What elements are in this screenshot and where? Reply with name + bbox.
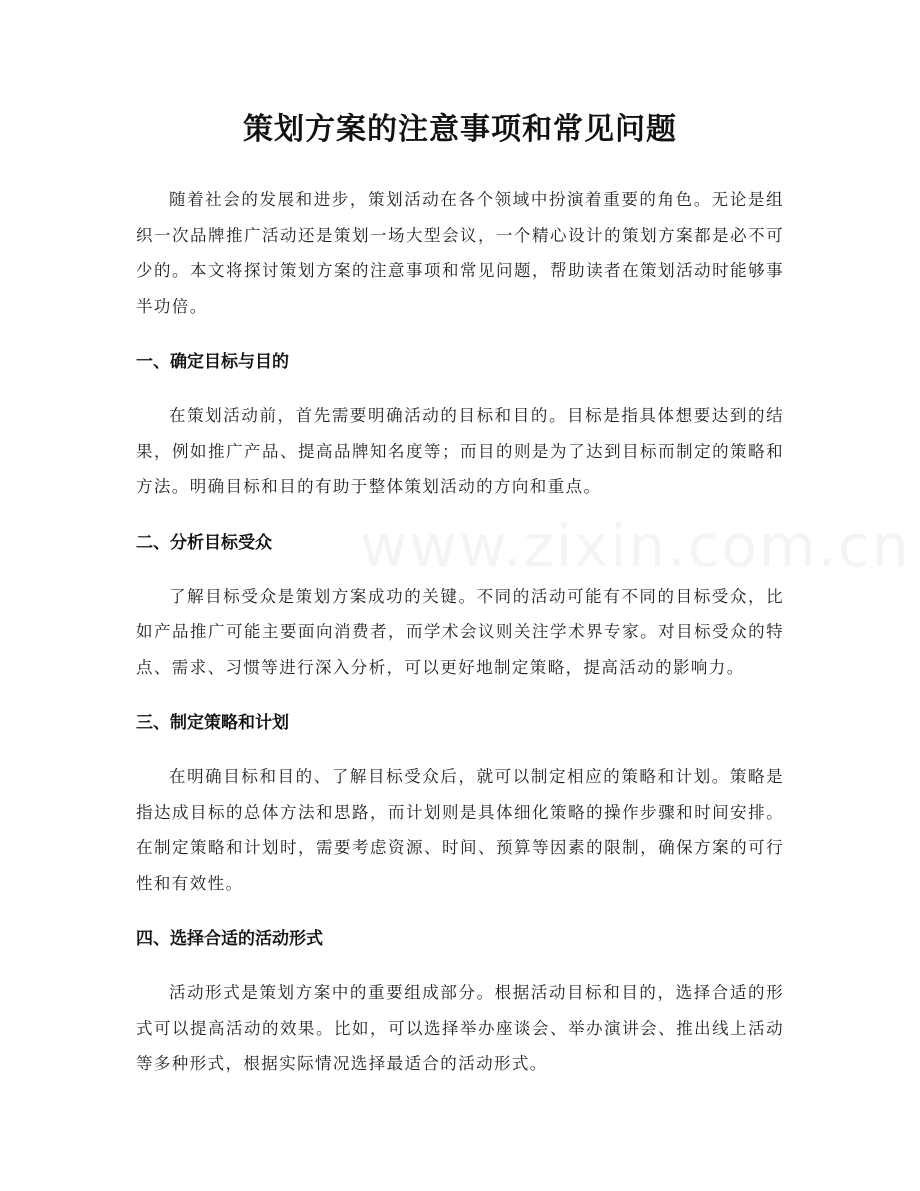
section-heading-3: 三、制定策略和计划	[136, 713, 289, 733]
section-body-1: 在策划活动前，首先需要明确活动的目标和目的。目标是指具体想要达到的结果，例如推广产品、提高品牌知名度等；而目的则是为了达到目标而制定的策略和方法。明确目标和目的有助于整体策划活动的方向和重点。	[136, 406, 784, 496]
section-heading-4: 四、选择合适的活动形式	[136, 929, 323, 949]
section-heading-1: 一、确定目标与目的	[136, 352, 289, 372]
section-body-4: 活动形式是策划方案中的重要组成部分。根据活动目标和目的，选择合适的形式可以提高活动的效果。比如，可以选择举办座谈会、举办演讲会、推出线上活动等多种形式，根据实际情况选择最适合的活动形式。	[136, 983, 784, 1073]
section-body-2: 了解目标受众是策划方案成功的关键。不同的活动可能有不同的目标受众，比如产品推广可能主要面向消费者，而学术会议则关注学术界专家。对目标受众的特点、需求、习惯等进行深入分析，可以更好地制定策略，提高活动的影响力。	[136, 586, 784, 677]
document-body	[136, 182, 784, 1082]
document-title: 策划方案的注意事项和常见问题	[243, 112, 677, 147]
intro-paragraph: 随着社会的发展和进步，策划活动在各个领域中扮演着重要的角色。无论是组织一次品牌推广活动还是策划一场大型会议，一个精心设计的策划方案都是必不可少的。本文将探讨策划方案的注意事项和常见问题，帮助读者在策划活动时能够事半功倍。	[136, 190, 784, 316]
section-heading-2: 二、分析目标受众	[136, 532, 272, 553]
section-body-3: 在明确目标和目的、了解目标受众后，就可以制定相应的策略和计划。策略是指达成目标的总体方法和思路，而计划则是具体细化策略的操作步骤和时间安排。在制定策略和计划时，需要考虑资源、时间、预算等因素的限制，确保方案的可行性和有效性。	[136, 767, 784, 893]
